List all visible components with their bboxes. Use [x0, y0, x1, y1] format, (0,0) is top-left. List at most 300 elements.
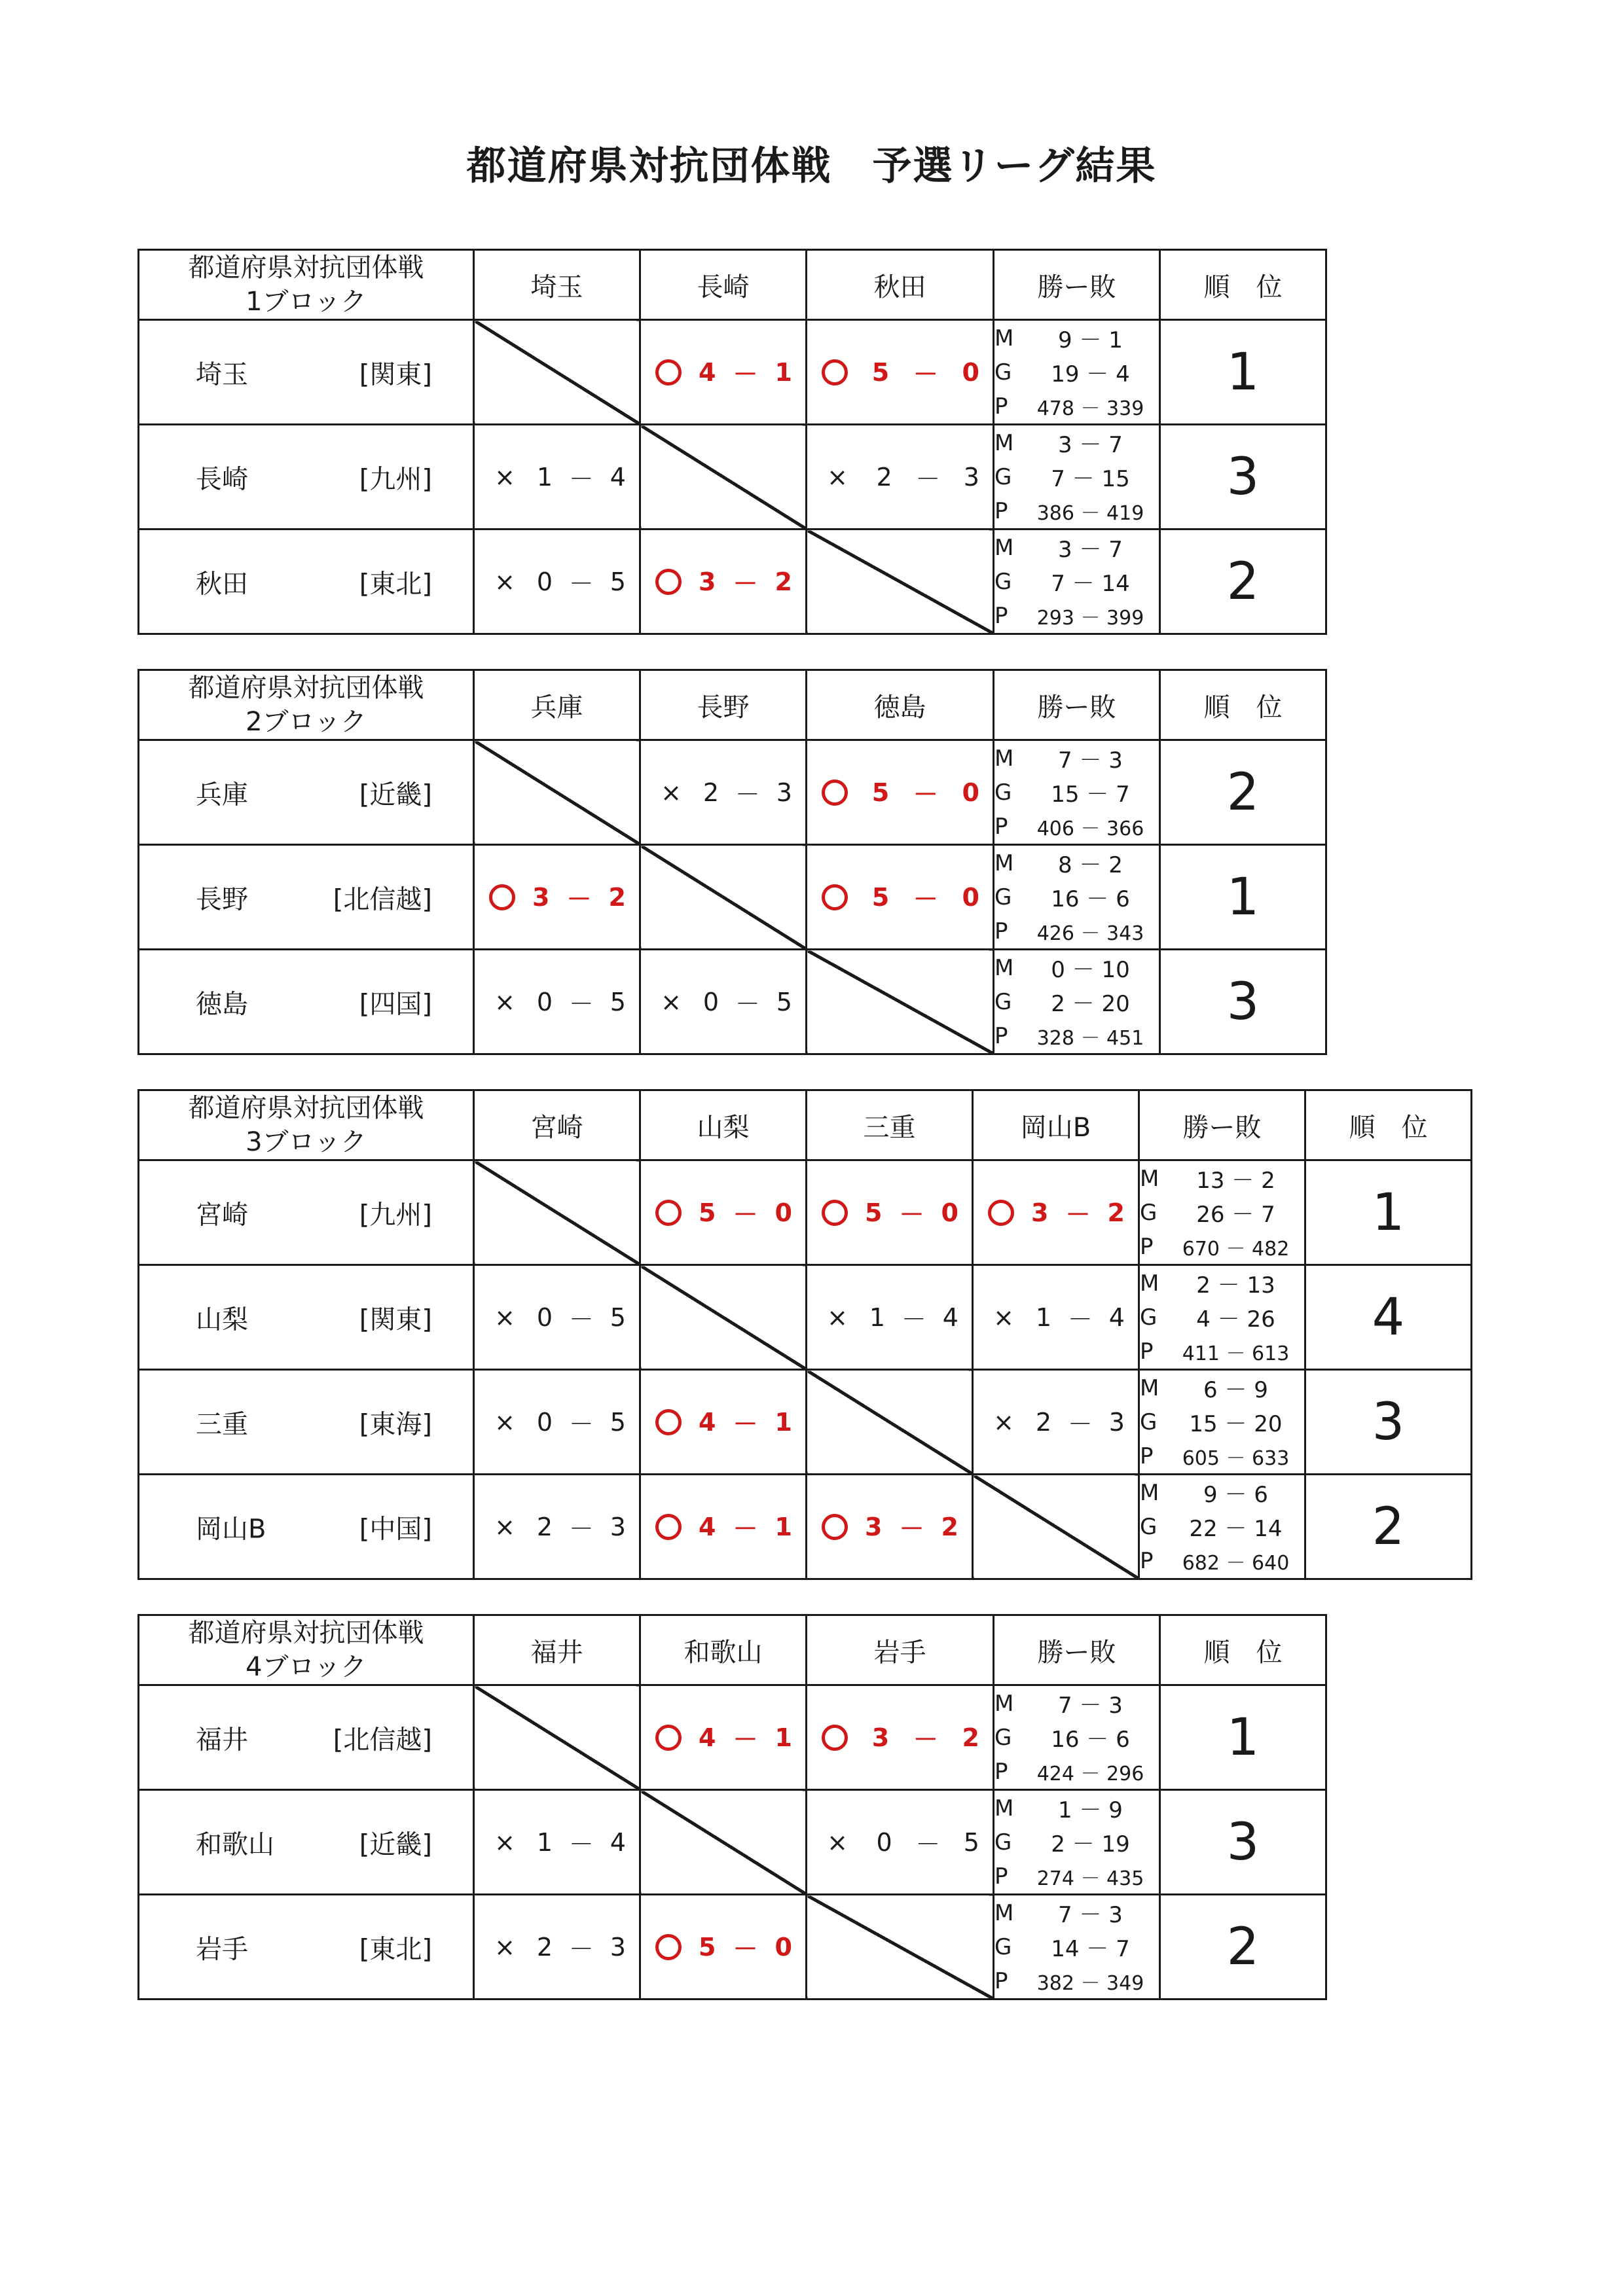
team-name: 山梨 [196, 1304, 248, 1335]
win-circle-icon [655, 1409, 682, 1435]
win-circle-icon [655, 569, 682, 595]
record-cell [994, 740, 1160, 845]
score-opponent: 0 [962, 778, 979, 807]
opponent-header: 福井 [474, 1615, 640, 1685]
score-separator: － [735, 780, 760, 809]
score-own: 0 [702, 987, 720, 1016]
score-own: 4 [699, 1512, 716, 1541]
record-line-g [994, 565, 1159, 599]
record-value-m: 7 － 3 [1058, 1902, 1123, 1928]
record-label-g: G [994, 884, 1012, 910]
score-separator: － [913, 780, 938, 809]
table-row [139, 1265, 1472, 1370]
win-result-cell [807, 1685, 994, 1790]
record-label-m: M [1140, 1374, 1159, 1401]
opponent-header: 三重 [807, 1090, 973, 1160]
record-value-p: 406 － 366 [1036, 817, 1144, 840]
record-line-m [994, 531, 1159, 565]
record-line-g [994, 880, 1159, 914]
record-cell [994, 320, 1160, 425]
loss-cross-icon: × [661, 987, 682, 1016]
block-name-cell [139, 1615, 474, 1685]
block-name-line2: 4ブロック [246, 1652, 367, 1682]
record-label-m: M [994, 1899, 1014, 1926]
record-value-m: 7 － 3 [1058, 747, 1123, 774]
record-line-m [1140, 1266, 1304, 1300]
win-result-cell [807, 1160, 973, 1265]
team-cell [139, 529, 474, 634]
record-line-m [1140, 1162, 1304, 1196]
win-result-cell [640, 1370, 807, 1475]
record-label-g: G [994, 1829, 1012, 1856]
team-cell [139, 1160, 474, 1265]
record-value-p: 478 － 339 [1036, 397, 1144, 420]
score-opponent: 1 [775, 1512, 792, 1541]
score-separator: － [733, 1200, 758, 1229]
self-match-cell [807, 529, 994, 634]
table-row [139, 1790, 1326, 1895]
team-cell [139, 1370, 474, 1475]
score-opponent: 4 [1108, 1302, 1125, 1332]
score-own: 5 [871, 357, 890, 387]
record-line-p [994, 1019, 1159, 1053]
rank-cell: 2 [1160, 740, 1326, 845]
win-circle-icon [822, 780, 848, 806]
score-own: 1 [869, 1302, 886, 1332]
record-line-p [1140, 1335, 1304, 1369]
team-region: [北信越] [333, 1725, 432, 1755]
record-value-g: 2 － 20 [1051, 991, 1130, 1017]
score-own: 2 [536, 1932, 553, 1962]
loss-result-cell [474, 529, 640, 634]
self-match-cell [474, 740, 640, 845]
self-match-cell [807, 1895, 994, 2000]
team-cell [139, 1265, 474, 1370]
score-separator: － [735, 990, 760, 1018]
record-header: 勝ー敗 [1139, 1090, 1305, 1160]
rank-header: 順 位 [1160, 670, 1326, 740]
record-line-m [994, 426, 1159, 460]
loss-result-cell [807, 1790, 994, 1895]
team-name: 三重 [196, 1409, 248, 1439]
record-line-m [994, 1896, 1159, 1930]
score-own: 1 [536, 462, 553, 492]
team-region: [九州] [359, 1200, 432, 1230]
record-value-m: 0 － 10 [1051, 957, 1130, 983]
loss-cross-icon: × [993, 1407, 1014, 1437]
record-value-p: 386 － 419 [1036, 501, 1144, 525]
team-region: [九州] [359, 464, 432, 494]
block-name-line1: 都道府県対抗団体戦 [188, 253, 424, 283]
record-line-p [1140, 1439, 1304, 1473]
score-opponent: 2 [941, 1512, 958, 1541]
record-value-p: 424 － 296 [1036, 1762, 1144, 1785]
block-name-cell [139, 670, 474, 740]
score-own: 0 [536, 567, 553, 596]
score-own: 4 [699, 357, 716, 387]
record-value-p: 382 － 349 [1036, 1971, 1144, 1995]
record-value-g: 19 － 4 [1051, 361, 1130, 387]
team-name: 岡山B [196, 1514, 266, 1544]
team-region: [中国] [359, 1514, 432, 1544]
score-separator: － [568, 990, 594, 1018]
team-name: 長野 [196, 884, 248, 914]
block-name-line1: 都道府県対抗団体戦 [188, 1093, 424, 1123]
table-row [139, 845, 1326, 950]
record-label-m: M [994, 954, 1014, 981]
record-line-p [994, 494, 1159, 528]
record-label-p: P [994, 602, 1008, 629]
loss-cross-icon: × [494, 1407, 515, 1437]
record-label-p: P [994, 497, 1008, 524]
win-circle-icon [822, 1725, 848, 1751]
score-own: 4 [699, 1723, 716, 1752]
record-cell [994, 1790, 1160, 1895]
record-label-p: P [994, 813, 1008, 840]
opponent-header: 埼玉 [474, 250, 640, 320]
record-value-g: 26 － 7 [1196, 1202, 1275, 1228]
score-own: 4 [699, 1407, 716, 1437]
score-own: 5 [699, 1932, 716, 1962]
block-name-cell [139, 1090, 474, 1160]
block-table [137, 669, 1327, 1055]
rank-cell: 2 [1160, 1895, 1326, 2000]
record-label-m: M [1140, 1165, 1159, 1192]
record-value-m: 7 － 3 [1058, 1693, 1123, 1719]
record-label-g: G [994, 568, 1012, 595]
score-opponent: 0 [962, 882, 979, 912]
table-row [139, 425, 1326, 529]
record-label-m: M [994, 850, 1014, 876]
win-circle-icon [655, 1725, 682, 1751]
record-label-m: M [994, 429, 1014, 456]
score-separator: － [913, 360, 938, 389]
loss-result-cell [973, 1265, 1139, 1370]
loss-cross-icon: × [494, 1932, 515, 1962]
record-value-p: 682 － 640 [1182, 1551, 1290, 1575]
score-separator: － [733, 1515, 758, 1543]
loss-cross-icon: × [827, 462, 848, 492]
win-circle-icon [822, 1514, 848, 1540]
win-result-cell [640, 1475, 807, 1579]
record-line-g [1140, 1510, 1304, 1544]
record-line-g [994, 1930, 1159, 1964]
record-line-g [1140, 1405, 1304, 1439]
record-line-g [1140, 1300, 1304, 1335]
rank-cell: 3 [1305, 1370, 1472, 1475]
win-result-cell [474, 845, 640, 950]
record-line-m [994, 321, 1159, 355]
rank-header: 順 位 [1160, 1615, 1326, 1685]
block-table [137, 1614, 1327, 2000]
score-opponent: 1 [775, 357, 792, 387]
score-separator: － [566, 885, 592, 914]
loss-cross-icon: × [494, 987, 515, 1016]
block-name-line2: 2ブロック [246, 707, 367, 737]
record-label-m: M [994, 1795, 1014, 1821]
win-circle-icon [489, 884, 515, 910]
record-cell [1139, 1370, 1305, 1475]
record-value-g: 2 － 19 [1051, 1831, 1130, 1857]
loss-result-cell [474, 1790, 640, 1895]
loss-cross-icon: × [494, 1512, 515, 1541]
block-table [137, 1089, 1472, 1580]
record-value-m: 8 － 2 [1058, 852, 1123, 878]
win-circle-icon [655, 1200, 682, 1226]
score-opponent: 5 [610, 567, 626, 596]
record-value-p: 274 － 435 [1036, 1867, 1144, 1890]
opponent-header: 長崎 [640, 250, 807, 320]
team-cell [139, 740, 474, 845]
table-row [139, 1895, 1326, 2000]
score-opponent: 4 [610, 1827, 626, 1857]
record-cell [994, 425, 1160, 529]
score-separator: － [915, 1830, 941, 1859]
record-label-p: P [994, 1967, 1008, 1994]
score-own: 1 [1035, 1302, 1052, 1332]
self-match-cell [474, 320, 640, 425]
score-opponent: 3 [963, 462, 979, 492]
record-value-g: 14 － 7 [1051, 1936, 1130, 1962]
record-value-g: 22 － 14 [1189, 1516, 1283, 1542]
page-title: 都道府県対抗団体戦 予選リーグ結果 [466, 143, 1157, 189]
block-name-cell [139, 250, 474, 320]
record-line-g [994, 355, 1159, 389]
self-match-cell [640, 845, 807, 950]
team-name: 宮崎 [196, 1200, 248, 1230]
score-opponent: 0 [941, 1198, 958, 1227]
win-result-cell [640, 1895, 807, 2000]
record-cell [1139, 1160, 1305, 1265]
loss-result-cell [474, 1370, 640, 1475]
score-own: 0 [536, 987, 553, 1016]
self-match-cell [640, 1265, 807, 1370]
record-cell [994, 1895, 1160, 2000]
team-cell [139, 1790, 474, 1895]
record-line-m [994, 742, 1159, 776]
score-own: 5 [871, 882, 890, 912]
loss-result-cell [640, 950, 807, 1054]
record-cell [1139, 1475, 1305, 1579]
self-match-cell [973, 1475, 1139, 1579]
score-own: 5 [699, 1198, 716, 1227]
score-opponent: 2 [775, 567, 792, 596]
record-line-p [1140, 1230, 1304, 1264]
self-match-cell [807, 1370, 973, 1475]
team-region: [四国] [359, 989, 432, 1019]
record-value-g: 7 － 15 [1051, 466, 1130, 492]
block-name-line2: 1ブロック [246, 287, 367, 317]
loss-cross-icon: × [993, 1302, 1014, 1332]
record-label-g: G [994, 1724, 1012, 1751]
record-line-p [994, 1859, 1159, 1893]
record-value-m: 3 － 7 [1058, 432, 1123, 458]
win-circle-icon [822, 884, 848, 910]
loss-cross-icon: × [494, 1827, 515, 1857]
score-own: 5 [871, 778, 890, 807]
table-row [139, 740, 1326, 845]
opponent-header: 徳島 [807, 670, 994, 740]
record-line-p [994, 599, 1159, 633]
rank-header: 順 位 [1160, 250, 1326, 320]
rank-cell: 1 [1160, 320, 1326, 425]
win-circle-icon [655, 1514, 682, 1540]
record-label-p: P [1140, 1338, 1154, 1365]
score-own: 2 [1035, 1407, 1052, 1437]
record-line-g [994, 985, 1159, 1019]
record-value-m: 9 － 6 [1203, 1482, 1268, 1508]
self-match-cell [640, 1790, 807, 1895]
score-opponent: 3 [776, 778, 792, 807]
record-label-g: G [994, 463, 1012, 490]
score-opponent: 0 [775, 1932, 792, 1962]
score-opponent: 1 [775, 1407, 792, 1437]
block-name-line1: 都道府県対抗団体戦 [188, 1618, 424, 1648]
record-label-p: P [994, 1022, 1008, 1049]
record-value-m: 3 － 7 [1058, 537, 1123, 563]
record-label-g: G [994, 359, 1012, 386]
score-opponent: 5 [776, 987, 792, 1016]
record-value-m: 9 － 1 [1058, 327, 1123, 353]
score-own: 0 [536, 1302, 553, 1332]
rank-cell: 1 [1160, 1685, 1326, 1790]
score-opponent: 2 [962, 1723, 979, 1752]
score-opponent: 5 [610, 1407, 626, 1437]
record-line-m [994, 1791, 1159, 1825]
team-name: 福井 [196, 1725, 248, 1755]
record-label-p: P [994, 1758, 1008, 1785]
record-value-m: 13 － 2 [1196, 1168, 1275, 1194]
record-label-p: P [1140, 1443, 1154, 1469]
score-separator: － [568, 569, 594, 598]
score-separator: － [733, 1410, 758, 1439]
score-opponent: 3 [1108, 1407, 1125, 1437]
score-separator: － [733, 569, 758, 598]
record-label-m: M [1140, 1270, 1159, 1297]
score-separator: － [733, 1725, 758, 1754]
team-cell [139, 950, 474, 1054]
record-label-m: M [994, 325, 1014, 351]
record-label-p: P [1140, 1547, 1154, 1574]
loss-cross-icon: × [827, 1302, 848, 1332]
loss-cross-icon: × [494, 567, 515, 596]
record-header: 勝ー敗 [994, 1615, 1160, 1685]
score-own: 5 [865, 1198, 883, 1227]
record-label-p: P [994, 393, 1008, 420]
loss-result-cell [973, 1370, 1139, 1475]
score-own: 3 [532, 882, 550, 912]
rank-cell: 3 [1160, 950, 1326, 1054]
win-circle-icon [655, 1934, 682, 1960]
record-cell [1139, 1265, 1305, 1370]
record-line-m [1140, 1476, 1304, 1510]
score-opponent: 5 [610, 1302, 626, 1332]
record-cell [994, 950, 1160, 1054]
score-separator: － [1067, 1410, 1093, 1439]
table-row [139, 1370, 1472, 1475]
record-value-g: 15 － 7 [1051, 781, 1130, 808]
score-opponent: 1 [775, 1723, 792, 1752]
record-value-p: 328 － 451 [1036, 1026, 1144, 1050]
score-opponent: 2 [1107, 1198, 1125, 1227]
loss-result-cell [474, 425, 640, 529]
opponent-header: 山梨 [640, 1090, 807, 1160]
loss-result-cell [474, 1475, 640, 1579]
block-name-line1: 都道府県対抗団体戦 [188, 673, 424, 703]
record-cell [994, 845, 1160, 950]
team-region: [近畿] [359, 1829, 432, 1859]
opponent-header: 長野 [640, 670, 807, 740]
table-row [139, 950, 1326, 1054]
rank-cell: 3 [1160, 425, 1326, 529]
score-separator: － [568, 1935, 594, 1964]
loss-cross-icon: × [494, 462, 515, 492]
record-label-m: M [994, 1690, 1014, 1717]
record-value-g: 15 － 20 [1189, 1411, 1283, 1437]
block-table [137, 249, 1327, 635]
record-line-g [1140, 1196, 1304, 1230]
loss-result-cell [807, 1265, 973, 1370]
record-value-g: 4 － 26 [1196, 1306, 1275, 1333]
record-value-g: 16 － 6 [1051, 1727, 1130, 1753]
team-region: [東海] [359, 1409, 432, 1439]
table-row [139, 1160, 1472, 1265]
team-cell [139, 1685, 474, 1790]
score-own: 0 [876, 1827, 892, 1857]
score-separator: － [913, 1725, 938, 1754]
record-line-m [994, 1687, 1159, 1721]
team-cell [139, 1475, 474, 1579]
record-label-m: M [994, 745, 1014, 772]
score-own: 2 [702, 778, 720, 807]
record-label-g: G [1140, 1199, 1158, 1226]
loss-cross-icon: × [494, 1302, 515, 1332]
score-own: 0 [536, 1407, 553, 1437]
team-region: [関東] [359, 359, 432, 389]
record-line-g [994, 776, 1159, 810]
record-label-g: G [994, 1933, 1012, 1960]
win-result-cell [640, 1685, 807, 1790]
record-value-p: 426 － 343 [1036, 922, 1144, 945]
record-line-p [994, 1755, 1159, 1789]
score-opponent: 0 [962, 357, 979, 387]
score-own: 3 [865, 1512, 883, 1541]
rank-cell: 1 [1305, 1160, 1472, 1265]
record-value-g: 16 － 6 [1051, 886, 1130, 912]
score-separator: － [568, 1305, 594, 1334]
score-separator: － [733, 1935, 758, 1964]
record-line-g [994, 460, 1159, 494]
record-value-p: 411 － 613 [1182, 1342, 1290, 1365]
record-line-g [994, 1721, 1159, 1755]
opponent-header: 和歌山 [640, 1615, 807, 1685]
record-line-p [1140, 1544, 1304, 1578]
table-row [139, 1685, 1326, 1790]
opponent-header: 岩手 [807, 1615, 994, 1685]
record-header: 勝ー敗 [994, 670, 1160, 740]
score-opponent: 0 [775, 1198, 792, 1227]
record-value-p: 605 － 633 [1182, 1446, 1290, 1470]
win-result-cell [807, 1475, 973, 1579]
score-opponent: 5 [610, 987, 626, 1016]
table-row [139, 529, 1326, 634]
score-own: 3 [1031, 1198, 1049, 1227]
record-line-p [994, 914, 1159, 948]
team-region: [近畿] [359, 780, 432, 810]
score-separator: － [733, 360, 758, 389]
score-separator: － [568, 1515, 594, 1543]
record-label-m: M [994, 534, 1014, 561]
